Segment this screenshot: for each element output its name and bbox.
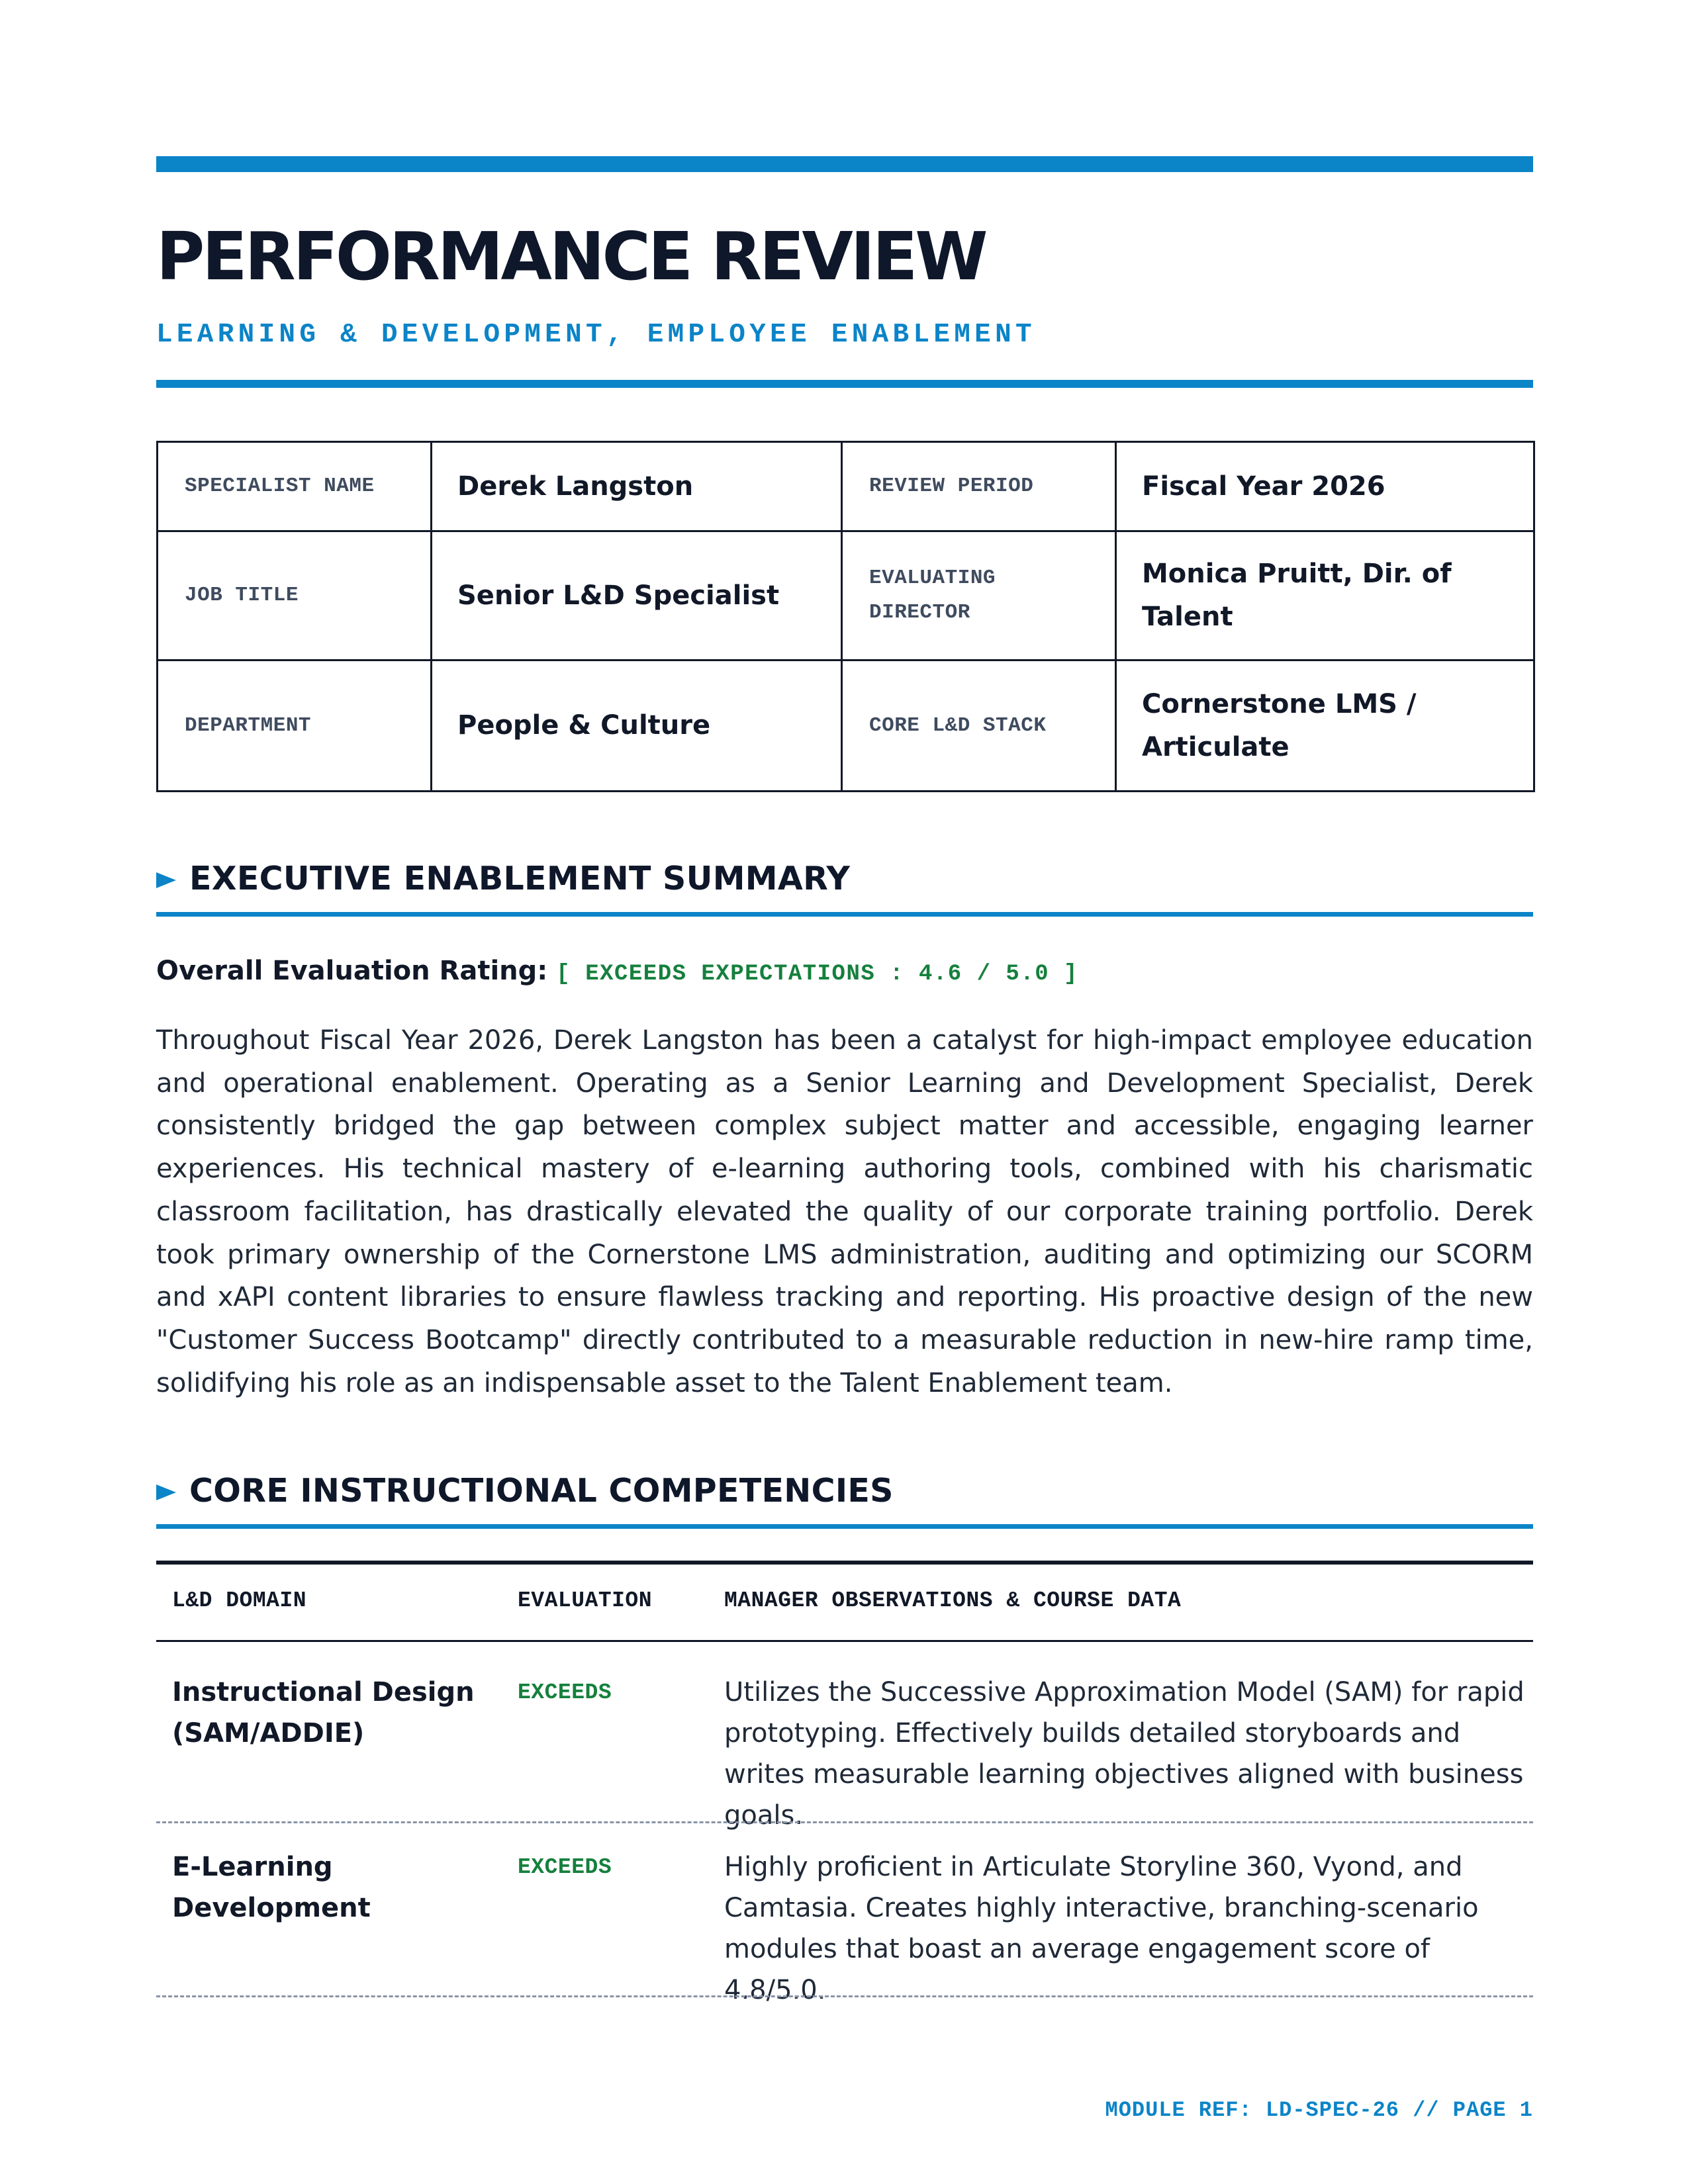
column-header-domain: L&D DOMAIN	[172, 1588, 307, 1613]
row-divider	[156, 1821, 1533, 1823]
domain-cell: Instructional Design (SAM/ADDIE)	[172, 1677, 475, 1749]
header-bottom-rule	[156, 380, 1533, 388]
table-row	[156, 1846, 1533, 2005]
department-value: People & Culture	[432, 660, 842, 792]
overall-rating	[156, 956, 1533, 987]
row-divider	[156, 1995, 1533, 1997]
triangle-bullet-icon	[156, 872, 176, 888]
info-row	[158, 442, 1534, 531]
core-stack-label: CORE L&D STACK	[842, 660, 1116, 792]
review-period-value: Fiscal Year 2026	[1116, 442, 1534, 531]
footer-module-ref: MODULE REF: LD-SPEC-26 // PAGE 1	[1105, 2098, 1533, 2122]
employee-info-table	[156, 441, 1535, 792]
column-header-evaluation: EVALUATION	[518, 1588, 653, 1613]
observation-cell: Highly proficient in Articulate Storyline 360, Vyond, and Camtasia. Creates highly interactive, branching-scenario modules that boast an average engagement score of 4.8/5.0.	[724, 1852, 1479, 2005]
competency-header-rule	[156, 1640, 1533, 1642]
rating-label: Overall Evaluation Rating:	[156, 956, 548, 986]
table-row	[156, 1672, 1533, 1831]
evaluation-cell: EXCEEDS	[518, 1855, 612, 1880]
domain-cell: E-Learning Development	[172, 1852, 371, 1923]
triangle-bullet-icon	[156, 1484, 176, 1500]
specialist-name-value: Derek Langston	[432, 442, 842, 531]
column-header-observations: MANAGER OBSERVATIONS & COURSE DATA	[724, 1588, 1182, 1613]
evaluating-director-value: Monica Pruitt, Dir. of Talent	[1116, 531, 1534, 660]
page-subtitle: LEARNING & DEVELOPMENT, EMPLOYEE ENABLEMENT	[156, 320, 1036, 350]
summary-paragraph: Throughout Fiscal Year 2026, Derek Langston has been a catalyst for high-impact employee education and operational enablement. Operating as a Senior Learning and Development Specialist, Derek consistently bridged the gap between complex subject matter and accessible, engaging learner experiences. His technical mastery of e-learning authoring tools, combined with his charismatic classroom facilitation, has drastically elevated the quality of our corporate training portfolio. Derek took primary ownership of the Cornerstone LMS administration, auditing and optimizing our SCORM and xAPI content libraries to ensure flawless tracking and reporting. His proactive design of the new "Customer Success Bootcamp" directly contributed to a measurable reduction in new-hire ramp time, solidifying his role as an indispensable asset to the Talent Enablement team.	[156, 1025, 1533, 1398]
page-title: PERFORMANCE REVIEW	[156, 218, 986, 295]
evaluating-director-label: EVALUATING DIRECTOR	[842, 531, 1116, 660]
observation-cell: Utilizes the Successive Approximation Model (SAM) for rapid prototyping. Effectively builds detailed storyboards and writes measurable learning objectives aligned with business goals.	[724, 1677, 1524, 1831]
competency-table-top-rule	[156, 1561, 1533, 1565]
competencies-heading-rule	[156, 1524, 1533, 1529]
evaluation-cell: EXCEEDS	[518, 1680, 612, 1705]
job-title-value: Senior L&D Specialist	[432, 531, 842, 660]
department-label: DEPARTMENT	[158, 660, 432, 792]
review-period-label: REVIEW PERIOD	[842, 442, 1116, 531]
rating-value: [ EXCEEDS EXPECTATIONS : 4.6 / 5.0 ]	[556, 962, 1078, 987]
specialist-name-label: SPECIALIST NAME	[158, 442, 432, 531]
job-title-label: JOB TITLE	[158, 531, 432, 660]
info-row	[158, 660, 1534, 792]
header-top-rule	[156, 156, 1533, 172]
summary-section-heading	[156, 855, 1533, 895]
competencies-section-heading	[156, 1467, 1533, 1510]
core-stack-value: Cornerstone LMS / Articulate	[1116, 660, 1534, 792]
competencies-heading-label: CORE INSTRUCTIONAL COMPETENCIES	[189, 1472, 894, 1510]
summary-heading-rule	[156, 912, 1533, 917]
info-row	[158, 531, 1534, 660]
summary-heading-label: EXECUTIVE ENABLEMENT SUMMARY	[189, 860, 851, 897]
